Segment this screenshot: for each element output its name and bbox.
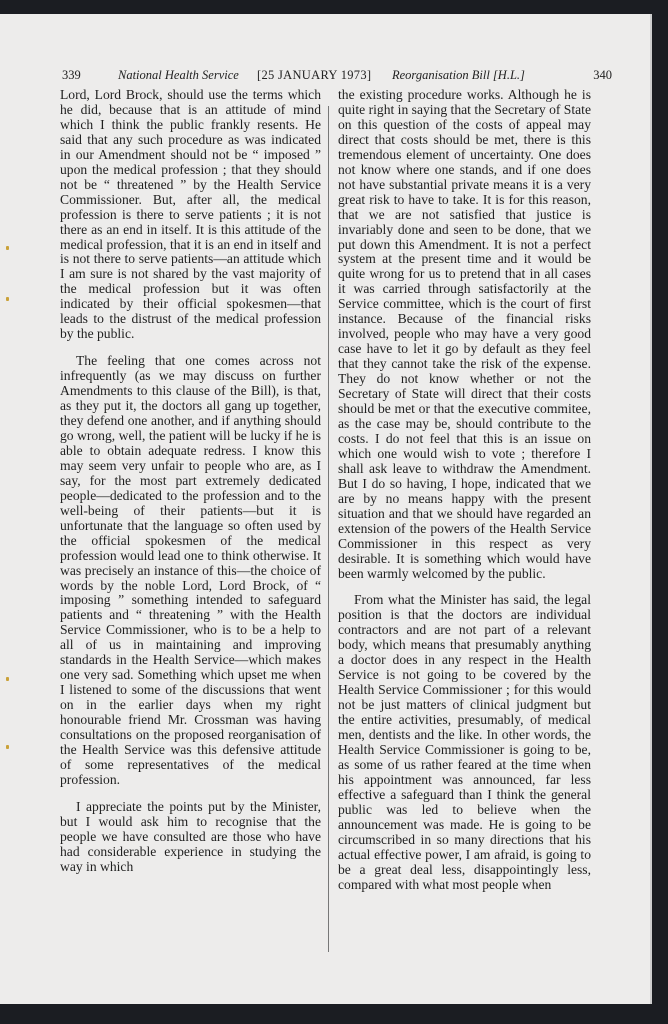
margin-mark [6,677,9,681]
paragraph: The feeling that one comes across not infrequently (as we may discuss on further Amendments to this clause of the Bill), is that, as they put it, the doctors all gang up together, they defend one another, and if anything should go wrong, well, the patient will be lucky if he is able to obtain adequate redress. I know this may seem very unfair to people who are, as I say, for the most part extremely dedicated people—dedicated to the profession and to the well-being of their patients—but it is unfortunate that the language so often used by the official spokesmen of the medical profession would lead one to think otherwise. It was precisely an instance of this—the choice of words by the noble Lord, Lord Brock, of “ imposing ” something intended to safeguard patients and “ threatening ” with the Health Service Commissioner, who is to be a help to all of us in maintaining and improving standards in the Health Service—which makes one very sad. Something which upset me when I listened to some of the discussions that went on in the earlier days when my right honourable friend Mr. Crossman was having consultations on the proposed reorganisation of the Health Service was this defensive attitude of some representatives of the medical profession. [60,353,321,787]
margin-mark [6,745,9,749]
running-title-right: Reorganisation Bill [H.L.] [392,68,525,82]
margin-mark [6,246,9,250]
page-number-right: 340 [593,68,612,82]
column-divider [328,106,329,952]
page-number-left: 339 [62,68,81,82]
running-title-left: National Health Service [118,68,239,82]
document-page [0,14,650,1004]
right-column [338,88,591,905]
paragraph: Lord, Lord Brock, should use the terms which he did, because that is an attitude of mind which I think the public frankly resents. He said that any such procedure as was indicated in our Amendment should not be “ imposed ” upon the medical profession ; that they should not be “ threatened ” by the Health Service Commissioner. But, after all, the medical profession is there to serve patients ; it is not there as an end in itself. It is this attitude of the medical profession, that it is an end in itself and is not there to serve patients—an attitude which I am sure is not shared by the vast majority of the medical profession but it was often indicated by their official spokesmen—that leads to the distrust of the medical profession by the public. [60,87,321,342]
margin-mark [6,297,9,301]
header-date: [25 JANUARY 1973] [257,68,372,82]
paragraph: the existing procedure works. Although he is quite right in saying that the Secretary of State on this question of the costs of appeal may direct that costs should be met, there is this tremendous element of uncertainty. One does not know where one stands, and if one does not have substantial private means it is a very great risk to have to take. It is for this reason, that we are not satisfied that justice is invariably done and seen to be done, that we put down this Amendment. It is not a perfect system at the present time and it would be quite wrong for us to pretend that in all cases it was carried through satisfactorily at the Service committee, which is the court of first instance. Because of the financial risks involved, people who may have a very good case have to let it go by default as they feel that they cannot take the risk of the expense. They do not know whether or not the Secretary of State will direct that their costs should be met or that the executive commitee, as the case may be, should contribute to the costs. I do not feel that this is an issue on which one would wish to vote ; therefore I shall ask leave to withdraw the Amendment. But I do so having, I hope, indicated that we are by no means happy with the present situation and that we should have regarded an extension of the powers of the Health Service Commissioner in this respect as very desirable. It is something which would have been warmly welcomed by the public. [338,87,591,581]
paragraph: I appreciate the points put by the Minister, but I would ask him to recognise that the people we have consulted are those who have had considerable experience in studying the way in which [60,798,321,874]
left-column [60,88,321,887]
paragraph: From what the Minister has said, the legal position is that the doctors are individual contractors and are not part of a relevant body, which means that presumably anything a doctor does in any respect in the Health Service is not going to be covered by the Health Service Commissioner ; for this would not be just matters of clinical judgment but the entire activities, presumably, of medical men, dentists and the like. In other words, the Health Service Commissioner is going to be, as some of us rather feared at the time when his appointment was announced, far less effective a safeguard than I think the general public was led to believe when the announcement was made. He is going to be circumscribed in so many directions that his actual effective power, I am afraid, is going to be a great deal less, disappointingly less, compared with what most people when [338,592,591,892]
page-header [62,68,612,86]
